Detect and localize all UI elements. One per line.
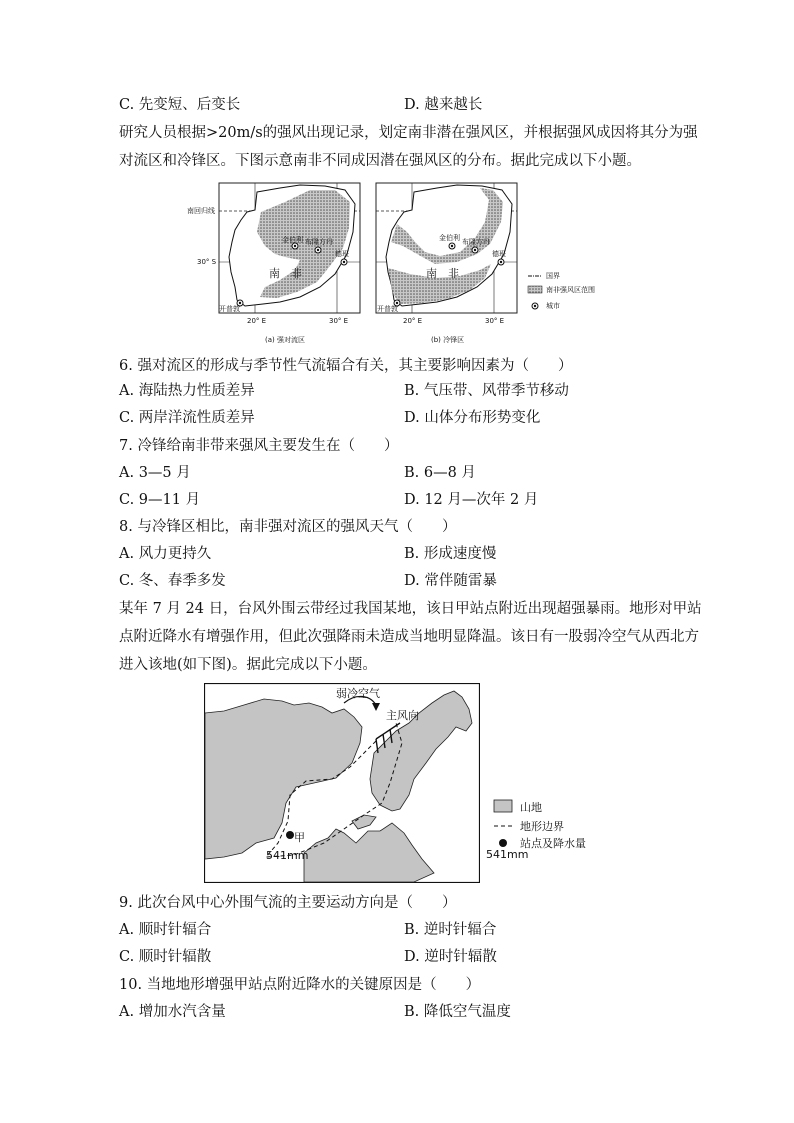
- q6-option-d: D. 山体分布形势变化: [404, 410, 541, 426]
- legend-rain-label: 541mm: [486, 848, 529, 860]
- legend-station-label: 站点及降水量: [520, 837, 586, 850]
- cold-air-label: 弱冷空气: [336, 687, 380, 700]
- legend-border-label: 国界: [546, 272, 560, 280]
- q7-option-a: A. 3—5 月: [119, 465, 191, 481]
- q9-stem: 9. 此次台风中心外围气流的主要运动方向是（ ）: [119, 895, 457, 911]
- q7-option-d: D. 12 月—次年 2 月: [404, 492, 539, 508]
- intro2-line1: 某年 7 月 24 日，台风外围云带经过我国某地，该日甲站点附近出现超强暴雨。地形对甲站: [119, 601, 702, 617]
- city-kimberley-b: 金伯利: [439, 234, 460, 242]
- station-jia-marker: [286, 831, 294, 839]
- q6-option-c: C. 两岸洋流性质差异: [119, 410, 255, 426]
- q9-option-a: A. 顺时针辐合: [119, 922, 212, 938]
- city-capetown-b: 开普敦: [377, 305, 398, 313]
- tropic-label-a: 南回归线: [187, 207, 215, 215]
- intro1-line2: 对流区和冷锋区。下图示意南非不同成因潜在强风区的分布。据此完成以下小题。: [119, 153, 641, 169]
- q8-option-d: D. 常伴随雷暴: [404, 573, 497, 589]
- lon-left-b: 20° E: [403, 317, 423, 325]
- caption-a: (a) 强对流区: [265, 336, 305, 344]
- q9-option-d: D. 逆时针辐散: [404, 949, 497, 965]
- q9-option-c: C. 顺时针辐散: [119, 949, 212, 965]
- south-africa-wind-map: [185, 182, 525, 347]
- legend-city-label: 城市: [546, 302, 560, 310]
- city-kimberley-a: 金伯利: [282, 236, 303, 244]
- q7-option-b: B. 6—8 月: [404, 465, 476, 481]
- lon-right-a: 30° E: [329, 317, 349, 325]
- city-durban-b: 德班: [492, 250, 506, 258]
- city-durban-a: 德班: [335, 250, 349, 258]
- city-bloemfontein-a: 布隆方丹: [305, 238, 333, 246]
- legend-zone-label: 南非强风区范围: [546, 286, 595, 294]
- q8-option-b: B. 形成速度慢: [404, 546, 497, 562]
- q6-option-a: A. 海陆热力性质差异: [119, 383, 255, 399]
- q10-option-a: A. 增加水汽含量: [119, 1004, 226, 1020]
- q6-stem: 6. 强对流区的形成与季节性气流辐合有关，其主要影响因素为（ ）: [119, 358, 573, 374]
- station-jia-label: 甲: [294, 831, 305, 844]
- legend-mountain-label: 山地: [520, 801, 542, 814]
- terrain-rainfall-map: [204, 683, 480, 883]
- q8-option-a: A. 风力更持久: [119, 546, 212, 562]
- intro2-line3: 进入该地(如下图)。据此完成以下小题。: [119, 657, 377, 673]
- intro1-line1: 研究人员根据>20m/s的强风出现记录，划定南非潜在强风区，并根据强风成因将其分为强: [119, 125, 698, 141]
- country-label-a: 南 非: [269, 267, 302, 280]
- city-bloemfontein-b: 布隆方丹: [462, 238, 490, 246]
- lon-right-b: 30° E: [485, 317, 505, 325]
- country-label-b: 南 非: [426, 267, 459, 280]
- q7-option-c: C. 9—11 月: [119, 492, 201, 508]
- city-capetown-a: 开普敦: [219, 305, 240, 313]
- q9-option-b: B. 逆时针辐合: [404, 922, 497, 938]
- caption-b: (b) 冷锋区: [431, 336, 465, 344]
- map1-legend: [526, 270, 606, 320]
- q5-option-c: C. 先变短、后变长: [119, 97, 241, 113]
- q5-option-d: D. 越来越长: [404, 97, 483, 113]
- intro2-line2: 点附近降水有增强作用，但此次强降雨未造成当地明显降温。该日有一股弱冷空气从西北方: [119, 629, 699, 645]
- panel-b: [376, 183, 517, 344]
- q6-option-b: B. 气压带、风带季节移动: [404, 383, 569, 399]
- q8-option-c: C. 冬、春季多发: [119, 573, 226, 589]
- lon-left-a: 20° E: [247, 317, 267, 325]
- q7-stem: 7. 冷锋给南非带来强风主要发生在（ ）: [119, 438, 399, 454]
- q10-stem: 10. 当地地形增强甲站点附近降水的关键原因是（ ）: [119, 977, 481, 993]
- q10-option-b: B. 降低空气温度: [404, 1004, 511, 1020]
- q8-stem: 8. 与冷锋区相比，南非强对流区的强风天气（ ）: [119, 519, 457, 535]
- map2-legend: [484, 796, 604, 860]
- station-rainfall-label: 541mm: [266, 849, 309, 862]
- legend-boundary-label: 地形边界: [520, 820, 564, 833]
- lat-label-a: 30° S: [197, 258, 217, 266]
- wind-direction-label: 主风向: [386, 709, 419, 722]
- panel-a: [187, 183, 360, 344]
